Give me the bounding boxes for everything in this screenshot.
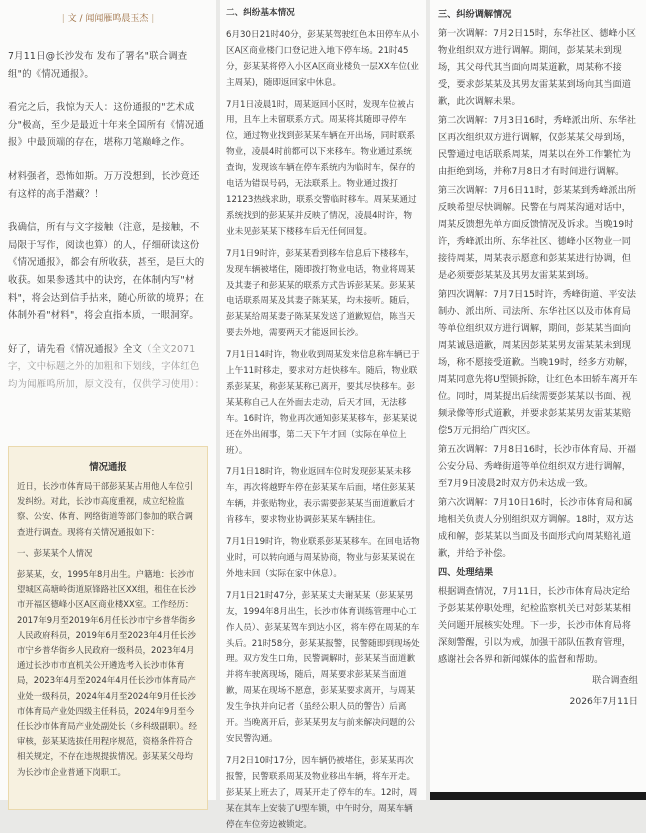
dispute-paragraph-1: 6月30日21时40分，彭某某驾驶红色本田停车从小区A区商业楼门口登记进入地下停车场。21时45分，彭某某将停入小区A区商业楼负一层XX车位(业主周某)，随即返回家中休息。 (226, 29, 419, 88)
article-column-left (0, 0, 216, 800)
lead-in-text: 好了，请先看《情况通报》全文 (8, 343, 143, 355)
dispute-paragraph-6: 7月1日19时许，物业联系彭某某移车。在回电话物业时，可以转向通与周某协商，物业与彭某某说在外地未回（实际在家中休息）。 (226, 537, 420, 579)
mediation-paragraph-3: 第三次调解：7月6日11时，彭某某到秀峰派出所反映希望尽快调解。民警在与周某沟通对话中，周某反馈想先单方面反馈情况及诉求。当晚19时许，秀峰派出所、东华社区、德峰小区物业一同接待周某，周某表示愿意和彭某某进行协调，但是必须要彭某某及其男友雷某某到场。 (438, 185, 636, 281)
dispute-paragraph-7: 7月1日21时47分，彭某某丈夫谢某某（彭某某男友，1994年8月出生，长沙市体育训练管理中心工作人员）、彭某某驾车到达小区，将车停在周某的车头后。21时58分，彭某某报警，民警随即到现场处理。双方发生口角，民警调解时，彭某某当面道歉并将车驶离现场，随后，周某要求彭某某当面道歉，周某在现场不愿意，彭某某要求离开，与周某发生争执并向记者（虽经公职人员的警告）后离开。当晚离开后，彭某某男友与前来解决问题的公安民警沟通。 (226, 590, 420, 744)
dispute-paragraph-3: 7月1日9时许，彭某某看到移车信息后下楼移车，发现车辆被堵住，随即拨打物业电话，物业将周某及其妻子和彭某某的联系方式告诉彭某某。彭某某电话联系周某及其妻子陈某某，均未接听。随后，彭某某给周某妻子陈某某发送了道歉短信，陈当天要去外地，需要两天才能返回长沙。 (226, 248, 416, 339)
mediation-paragraph-1: 第一次调解：7月2日15时，东华社区、德峰小区物业组织双方进行调解。期间，彭某某未到现场，其父母代其当面向周某道歉，周某称不接受，要求彭某某及其男友雷某某到场向其当面道歉，此次调解未果。 (438, 28, 636, 107)
dispute-paragraph-4: 7月1日14时许，物业收到周某发来信息称车辆已于上午11时移走，要求对方赶快移车。随后，物业联系彭某某，称彭某某称已离开，要其尽快移车。彭某某称自己人在外面去走动，后天才回，无法移车。16时许，物业再次通知彭某某移车，彭某某说还在外出闹事，第二天下午才回（实际在单位上班）。 (226, 350, 420, 456)
dispute-paragraph-8: 7月2日10时17分，因车辆仍被堵住，彭某某再次报警，民警联系周某及物业移出车辆，将车开走。彭某某上班去了，周某开走了停车的车。12时，周某在其车上安装了U型车锁，中午时分，周某车辆停在车位旁边被锁定。 (226, 755, 418, 830)
result-paragraph: 根据调查情况，7月11日，长沙市体育局决定给予彭某某停职处理，纪检监察机关已对彭某某相关问题开展核实处理。下一步，长沙市体育局将深刻警醒，引以为戒，加强干部队伍教育管理，感谢社会各界和新闻媒体的监督和帮助。 (438, 586, 631, 665)
lead-in-paragraph (8, 341, 208, 394)
personal-info-paragraph: 彭某某，女，1995年8月出生。户籍地：长沙市望城区高塘岭街道原锋路社区XX组，租住在长沙市开福区德峰小区A区商业楼XX室。工作经历：2017年9月至2019年6月任长沙市宁乡普华街乡人民政府科员，2019年6月至2023年4月任长沙市宁乡普华街乡人民政府一级科员，2023年4月通过长沙市市直机关公开遴选考入长沙市体育局，2023年4月至2024年4月任长沙市体育局产业处一级科员，2024年4月至2024年9月任长沙市体育局产业处四级主任科员，2024年9月至今任长沙市体育局产业处副处长（乡科级副职）。经审核，彭某某选拔任用程序规范，资格条件符合相关规定，不存在违规提拔情况。彭某某父母均为长沙市企业普通下岗职工。 (17, 569, 198, 777)
opinion-paragraph-2: 材料强者，恐怖如斯。万万没想到，长沙竟还有这样的高手潜藏？！ (8, 170, 200, 200)
mediation-paragraph-5: 第五次调解：7月8日16时，长沙市体育局、开福公安分局、秀峰街道等单位组织双方进行调解，至7月9日凌晨2时双方仍未达成一致。 (438, 444, 636, 489)
article-column-right (430, 0, 646, 800)
mediation-section (430, 0, 646, 710)
opinion-paragraph: 看完之后，我惊为天人：这份通报的"艺术成分"极高，至少是最近十年来全国所有《情况通报》中最顶端的存在，堪称刀笔巅峰之作。 (8, 102, 205, 149)
intro-paragraph: 7月11日@长沙发布 发布了署名"联合调查组"的《情况通报》。 (8, 51, 188, 80)
notice-intro: 近日，长沙市体育局干部彭某某占用他人车位引发纠纷。对此，长沙市高度重视，成立纪检监察、公安、体育、网络街道等部门参加的联合调查进行调查。现将有关情况通报如下： (17, 481, 193, 537)
opinion-paragraph-3: 我确信，所有与文字接触（注意，是接触，不局限于写作，阅读也算）的人，仔细研读这份《情况通报》，都会有所收获，甚至，是巨大的收获。如果参透其中的诀窍，在体制内写"材料"，将会达到信手拈来，随心所欲的境界；在体制外看"材料"，将会直指本质，一眼洞穿。 (8, 222, 205, 322)
mediation-paragraph-4: 第四次调解：7月7日15时许，秀峰街道、平安法制办、派出所、司法所、东华社区以及市体育局等单位组织双方进行调解，期间，彭某某当面向周某诚恳道歉，周某因彭某某男友雷某某未到现场，称不愿接受道歉。当晚19时，经多方劝解，周某同意先将U型锁拆除，让红色本田轿车离开车位。同时，周某提出后续需要彭某某以书面、视频录像等形式道歉，并要求彭某某男友雷某某赔偿5万元捐给广西灾区。 (438, 289, 638, 436)
bottom-bar (430, 792, 646, 800)
section-heading-1: 一、彭某某个人情况 (17, 547, 93, 558)
section-heading-2: 二、纠纷基本情况 (226, 8, 295, 18)
mediation-paragraph-2: 第二次调解：7月3日16时，秀峰派出所、东华社区再次组织双方进行调解，仅彭某某父母到场，民警通过电话联系周某，周某以在外工作繁忙为由拒绝到场，并称7月8日才有时间进行调解。 (438, 115, 636, 177)
article-column-middle (220, 0, 426, 830)
dispute-paragraph-2: 7月1日凌晨1时，周某返回小区时，发现车位被占用，且车上未留联系方式。周某将其随即寻停车位，通过物业找到彭某某车辆在开出场，同时联系物业，凌晨4时前都可以下来移车。物业通过系统查询，发现该车辆在停车系统内为临时车，保存的电话为错误号码，无法联系上。物业通过拨打12123热线求助，联系交警临时移车。周某某通过系统找到的彭某某并反映了情况，凌晨4时许，物业未见彭某某下楼移车后无任何回复。 (226, 99, 417, 237)
signature-org: 联合调查组 (592, 675, 638, 686)
dispute-paragraph-5: 7月1日18时许，物业返回车位时发现彭某某未移车，再次将越野车停在彭某某车后面，堵住彭某某车辆，并张贴物业，表示需要彭某某当面道歉后才肯移车，要求物业协调彭某某车辆挂住。 (226, 467, 416, 526)
notice-title: 情况通报 (89, 462, 127, 473)
author-line: | 文 / 闻闻雁鸣晨玉杰 | (61, 14, 155, 24)
signature-date: 2026年7月11日 (569, 696, 638, 707)
section-heading-3: 三、纠纷调解情况 (438, 9, 512, 20)
dispute-section (220, 0, 426, 833)
author-name: 文 / 闻闻雁鸣晨玉杰 (67, 14, 149, 24)
lead-in-note: （全文2071字，文中标题之外的加粗和下划线，字体红色均为闻雁鸣所加，原文没有，仅供学习使用）： (8, 343, 205, 390)
mediation-paragraph-6: 第六次调解：7月10日16时，长沙市体育局和属地相关负责人分别组织双方调解。18时，双方达成和解，彭某某以当面及书面形式向周某赔礼道歉，并给予补偿。 (438, 497, 634, 559)
section-heading-4: 四、处理结果 (438, 567, 494, 578)
notice-box (8, 446, 208, 810)
